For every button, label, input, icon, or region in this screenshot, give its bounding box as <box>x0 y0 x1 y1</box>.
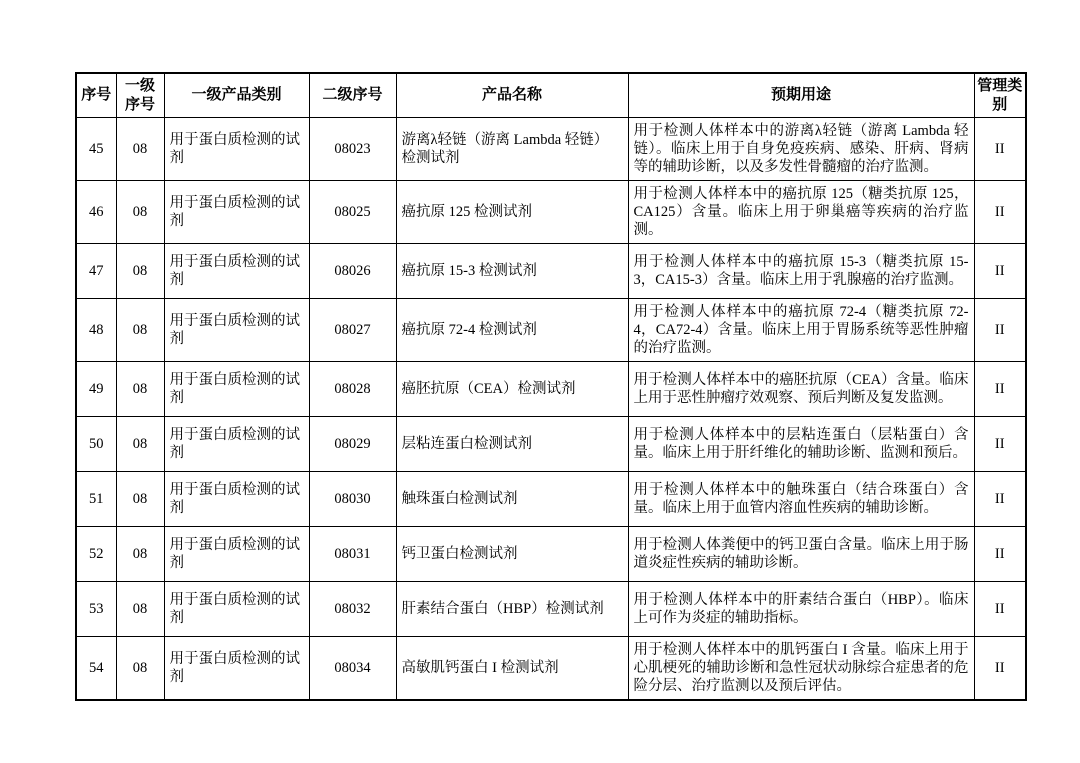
cell-mgmt-class: II <box>974 472 1026 527</box>
cell-product-name: 层粘连蛋白检测试剂 <box>396 417 628 472</box>
col-header-product-name: 产品名称 <box>396 73 628 118</box>
cell-product-name: 癌抗原 72-4 检测试剂 <box>396 299 628 362</box>
table-header <box>76 73 1026 118</box>
table-row <box>76 527 1026 582</box>
cell-intended-use: 用于检测人体样本中的癌抗原 125（糖类抗原 125，CA125）含量。临床上用于卵巢癌等疾病的治疗监测。 <box>628 181 974 244</box>
cell-mgmt-class: II <box>974 118 1026 181</box>
cell-product-name: 癌抗原 125 检测试剂 <box>396 181 628 244</box>
cell-serial: 52 <box>76 527 116 582</box>
cell-mgmt-class: II <box>974 582 1026 637</box>
cell-category: 用于蛋白质检测的试剂 <box>164 527 309 582</box>
cell-mgmt-class: II <box>974 527 1026 582</box>
table-row <box>76 181 1026 244</box>
col-header-level2-no: 二级序号 <box>309 73 396 118</box>
cell-category: 用于蛋白质检测的试剂 <box>164 362 309 417</box>
cell-serial: 50 <box>76 417 116 472</box>
table-row <box>76 362 1026 417</box>
cell-mgmt-class: II <box>974 181 1026 244</box>
cell-mgmt-class: II <box>974 299 1026 362</box>
product-classification-table <box>75 72 1027 701</box>
cell-level1-no: 08 <box>116 637 164 701</box>
cell-intended-use: 用于检测人体样本中的肝素结合蛋白（HBP）。临床上可作为炎症的辅助指标。 <box>628 582 974 637</box>
cell-serial: 48 <box>76 299 116 362</box>
cell-serial: 46 <box>76 181 116 244</box>
cell-level1-no: 08 <box>116 299 164 362</box>
cell-level2-no: 08031 <box>309 527 396 582</box>
cell-level1-no: 08 <box>116 472 164 527</box>
cell-mgmt-class: II <box>974 417 1026 472</box>
cell-category: 用于蛋白质检测的试剂 <box>164 472 309 527</box>
cell-serial: 49 <box>76 362 116 417</box>
table-row <box>76 299 1026 362</box>
cell-level2-no: 08028 <box>309 362 396 417</box>
cell-product-name: 高敏肌钙蛋白 I 检测试剂 <box>396 637 628 701</box>
cell-intended-use: 用于检测人体样本中的触珠蛋白（结合珠蛋白）含量。临床上用于血管内溶血性疾病的辅助诊断。 <box>628 472 974 527</box>
cell-intended-use: 用于检测人体样本中的癌胚抗原（CEA）含量。临床上用于恶性肿瘤疗效观察、预后判断及复发监测。 <box>628 362 974 417</box>
cell-category: 用于蛋白质检测的试剂 <box>164 637 309 701</box>
cell-serial: 45 <box>76 118 116 181</box>
cell-serial: 47 <box>76 244 116 299</box>
cell-product-name: 肝素结合蛋白（HBP）检测试剂 <box>396 582 628 637</box>
cell-mgmt-class: II <box>974 362 1026 417</box>
cell-level2-no: 08030 <box>309 472 396 527</box>
cell-level2-no: 08032 <box>309 582 396 637</box>
table-body <box>76 118 1026 701</box>
cell-level2-no: 08034 <box>309 637 396 701</box>
cell-intended-use: 用于检测人体粪便中的钙卫蛋白含量。临床上用于肠道炎症性疾病的辅助诊断。 <box>628 527 974 582</box>
cell-serial: 53 <box>76 582 116 637</box>
cell-serial: 51 <box>76 472 116 527</box>
cell-product-name: 钙卫蛋白检测试剂 <box>396 527 628 582</box>
cell-product-name: 游离λ轻链（游离 Lambda 轻链）检测试剂 <box>396 118 628 181</box>
col-header-level1-no: 一级序号 <box>116 73 164 118</box>
table-row <box>76 118 1026 181</box>
table-header-row <box>76 73 1026 118</box>
cell-intended-use: 用于检测人体样本中的肌钙蛋白 I 含量。临床上用于心肌梗死的辅助诊断和急性冠状动脉综合症患者的危险分层、治疗监测以及预后评估。 <box>628 637 974 701</box>
cell-category: 用于蛋白质检测的试剂 <box>164 417 309 472</box>
cell-level2-no: 08026 <box>309 244 396 299</box>
table-row <box>76 582 1026 637</box>
cell-level1-no: 08 <box>116 527 164 582</box>
cell-product-name: 癌胚抗原（CEA）检测试剂 <box>396 362 628 417</box>
cell-mgmt-class: II <box>974 244 1026 299</box>
cell-category: 用于蛋白质检测的试剂 <box>164 118 309 181</box>
cell-intended-use: 用于检测人体样本中的癌抗原 72-4（糖类抗原 72-4，CA72-4）含量。临床上用于胃肠系统等恶性肿瘤的治疗监测。 <box>628 299 974 362</box>
col-header-serial: 序号 <box>76 73 116 118</box>
cell-level2-no: 08027 <box>309 299 396 362</box>
cell-level1-no: 08 <box>116 118 164 181</box>
cell-level1-no: 08 <box>116 181 164 244</box>
cell-intended-use: 用于检测人体样本中的游离λ轻链（游离 Lambda 轻链）。临床上用于自身免疫疾病、感染、肝病、肾病等的辅助诊断，以及多发性骨髓瘤的治疗监测。 <box>628 118 974 181</box>
col-header-level1-category: 一级产品类别 <box>164 73 309 118</box>
col-header-intended-use: 预期用途 <box>628 73 974 118</box>
cell-category: 用于蛋白质检测的试剂 <box>164 181 309 244</box>
table-row <box>76 637 1026 701</box>
cell-product-name: 触珠蛋白检测试剂 <box>396 472 628 527</box>
cell-category: 用于蛋白质检测的试剂 <box>164 299 309 362</box>
cell-product-name: 癌抗原 15-3 检测试剂 <box>396 244 628 299</box>
cell-mgmt-class: II <box>974 637 1026 701</box>
cell-intended-use: 用于检测人体样本中的癌抗原 15-3（糖类抗原 15-3，CA15-3）含量。临床上用于乳腺癌的治疗监测。 <box>628 244 974 299</box>
cell-serial: 54 <box>76 637 116 701</box>
cell-level1-no: 08 <box>116 582 164 637</box>
cell-level2-no: 08029 <box>309 417 396 472</box>
cell-category: 用于蛋白质检测的试剂 <box>164 244 309 299</box>
cell-level2-no: 08023 <box>309 118 396 181</box>
cell-level1-no: 08 <box>116 362 164 417</box>
table-row <box>76 417 1026 472</box>
table-row <box>76 244 1026 299</box>
cell-intended-use: 用于检测人体样本中的层粘连蛋白（层粘蛋白）含量。临床上用于肝纤维化的辅助诊断、监测和预后。 <box>628 417 974 472</box>
cell-level1-no: 08 <box>116 244 164 299</box>
col-header-mgmt-class: 管理类别 <box>974 73 1026 118</box>
cell-level1-no: 08 <box>116 417 164 472</box>
cell-category: 用于蛋白质检测的试剂 <box>164 582 309 637</box>
cell-level2-no: 08025 <box>309 181 396 244</box>
table-row <box>76 472 1026 527</box>
